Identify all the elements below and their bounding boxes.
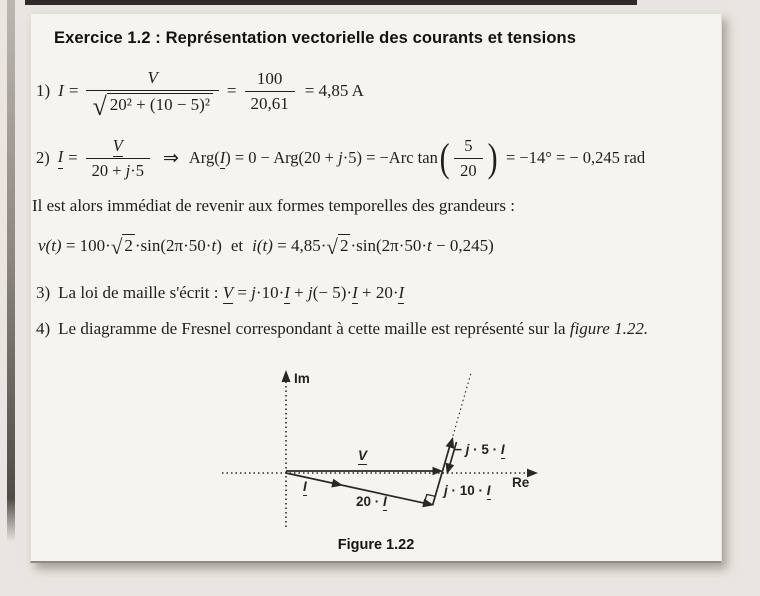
formula-result: = 4,85 A [304,81,364,100]
text: (− 5)· [312,283,353,302]
text: ) [216,236,222,255]
radicand: 2 [339,236,349,255]
radicand: 20² + (10 − 5)² [107,93,213,115]
fraction-denominator: 20,61 [245,91,295,114]
text: La loi de maille s'écrit : [58,283,223,302]
temporal-expressions [38,234,494,259]
arg-text: ) = 0 − Arg(20 + [225,148,339,167]
paragraph-temporal-intro: Il est alors immédiat de revenir aux formes temporelles des grandeurs : [32,196,515,215]
fraction-denominator [86,90,218,121]
coefficient: 20 · [356,494,384,509]
formula-3-mesh-law [36,283,404,303]
t-symbol: t [211,236,217,255]
equals-sign: = [68,81,79,100]
current-phasor-symbol: I [219,148,226,167]
i-of-t: i(t) [252,236,273,255]
v-vector-label [358,448,367,463]
formula-result: = −14° = − 0,245 rad [505,148,646,167]
i-vector-arrowhead [331,479,343,488]
fraction [245,69,295,114]
radical-sign: √ [110,235,123,259]
den-text: 20 + [91,160,126,180]
formula-1 [36,62,364,120]
formula-4-figure-reference [36,319,648,339]
j-operator: j [444,483,448,498]
coefficient: · 5 · [469,442,501,457]
fraction [454,136,483,181]
item-number: 4) [36,319,51,338]
i-vector-label [303,479,307,494]
fraction [86,136,150,181]
j-operator: j [338,148,343,167]
current-phasor-symbol: I [58,147,64,169]
j-operator: − j [454,442,470,457]
figure-reference: figure 1.22. [569,319,649,338]
v-of-t: v(t) [38,236,62,255]
radical-sign: √ [326,235,338,259]
fraction-numerator: 5 [464,135,473,155]
arg-text: ·5) = −Arc tan [342,148,438,167]
item-number: 3) [36,283,51,302]
voltage-phasor-symbol: V [222,283,234,302]
current-phasor-symbol: I [486,483,491,498]
voltage-phasor-symbol: V [112,135,123,155]
den-text: ·5 [130,160,144,180]
t-symbol: t [427,236,432,255]
current-phasor-symbol: I [383,494,387,509]
voltage-phasor-symbol: V [358,448,368,463]
radicand: 2 [124,236,133,255]
im-axis-arrowhead [282,370,291,382]
open-paren: ( [439,135,450,180]
text: = 100· [61,236,111,255]
fraction-denominator: 20 [454,158,483,181]
current-symbol: I [58,81,64,100]
j-operator: j [251,283,256,302]
text: Le diagramme de Fresnel correspondant à cette maille est représenté sur la [58,319,570,338]
page-edge-shadow [7,0,15,542]
current-phasor-symbol: I [500,442,505,457]
fraction-numerator: 100 [256,68,283,88]
coefficient: · 10 · [447,483,487,498]
item-number: 2) [36,148,50,167]
twenty-i-label [356,494,387,509]
fraction-denominator [86,158,150,181]
text: = 4,85· [272,236,327,255]
text: − 0,245) [431,236,494,255]
et-connector: et [230,236,244,255]
exercise-title: Exercice 1.2 : Représentation vectorielle des courants et tensions [54,29,576,47]
fraction-numerator [107,136,129,158]
text: + [289,283,308,302]
arg-text: Arg( [188,148,220,167]
fraction [86,67,218,121]
implies-arrow: ⇒ [162,147,179,169]
fraction-numerator: V [147,67,158,87]
text: ·sin(2π·50· [350,236,428,255]
current-phasor-symbol: I [303,479,307,494]
j-operator: j [125,160,131,180]
text: ·sin(2π·50· [134,236,212,255]
j10-i-vector-arrowhead [446,437,455,449]
im-axis-label: Im [294,371,310,386]
radical-sign: √ [92,91,107,121]
current-phasor-symbol: I [284,283,290,302]
equals-sign: = [68,148,78,167]
current-phasor-symbol: I [352,283,358,302]
text: ·10· [255,283,285,302]
formula-2 [36,128,645,188]
argument-expression [189,148,438,168]
item-number: 1) [36,81,51,100]
close-paren: ) [487,135,498,180]
neg-j5-i-label [454,442,505,457]
text: + 20· [357,283,399,302]
j-operator: j [308,283,313,302]
figure-caption: Figure 1.22 [337,537,415,553]
text: = [233,283,252,302]
re-axis-label: Re [512,475,530,490]
top-dark-bar [25,0,637,5]
j10-i-label [444,483,491,498]
equals-sign: = [226,81,237,100]
current-phasor-symbol: I [398,283,405,302]
